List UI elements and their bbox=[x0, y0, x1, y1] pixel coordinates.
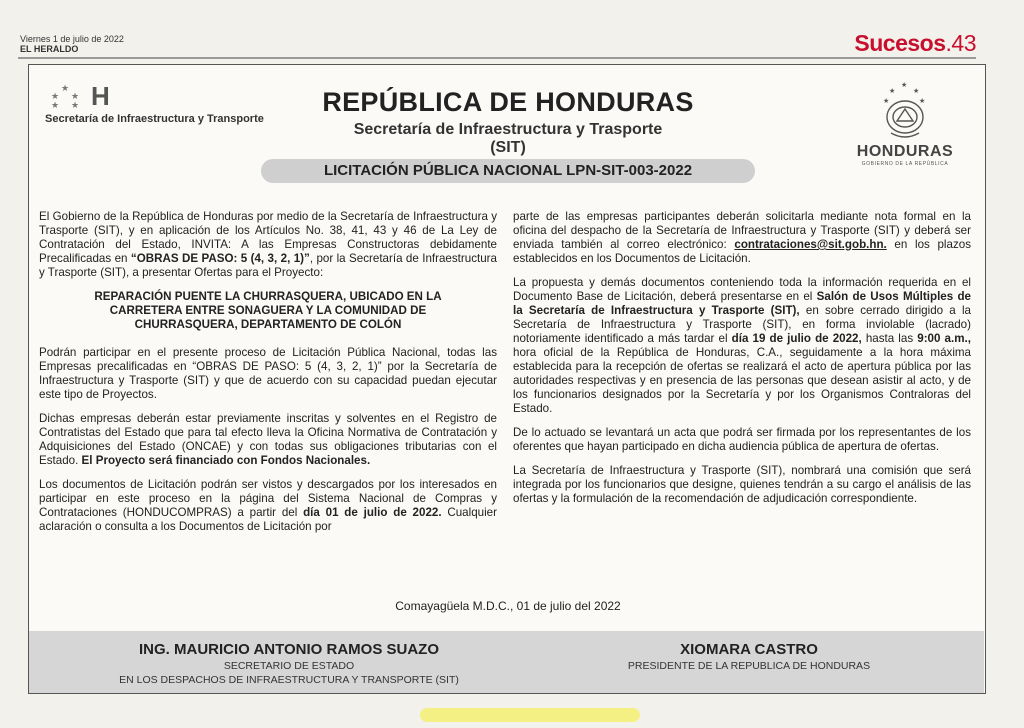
participation-paragraph: Podrán participar en el presente proceso de Licitación Pública Nacional, todas las Empresas precalificadas en “OBRAS DE PASO: 5 (4, 3, 2, 1)” por la Secretaría de Infraestructura y Trasporte (SIT) y que de acuerdo con su capacidad puedan ejecutar este tipo de Proyectos. bbox=[39, 346, 497, 401]
body-column-left bbox=[39, 210, 497, 544]
honduras-logo-sub: GOBIERNO DE LA REPÚBLICA bbox=[861, 161, 949, 167]
ad-subtitle bbox=[29, 121, 987, 157]
project-title: REPARACIÓN PUENTE LA CHURRASQUERA, UBICADO EN LA CARRETERA ENTRE SONAGUERA Y LA COMUNIDAD DE CHURRASQUERA, DEPARTAMENTO DE COLÓN bbox=[94, 290, 442, 331]
svg-text:★: ★ bbox=[889, 87, 896, 95]
svg-text:★: ★ bbox=[61, 84, 70, 94]
highlighter-mark bbox=[420, 708, 640, 722]
svg-text:★: ★ bbox=[913, 87, 920, 95]
honduras-logo-word: HONDURAS bbox=[856, 143, 954, 160]
masthead-date: Viernes 1 de julio de 2022 bbox=[20, 34, 124, 44]
submission-text-4: hora oficial de la República de Honduras, C.A., seguidamente a la hora máxima establecida para la recepción de ofertas se realizará el acto de apertura pública por las autoridades respectivas y en presencia de las personas que desean asistir al acto, y de los funcionarios designados por la Secretaría y por los Organismos Contraloras del Estado. bbox=[513, 346, 971, 415]
signatory-role: PRESIDENTE DE LA REPUBLICA DE HONDURAS bbox=[627, 660, 871, 672]
sit-logo-name: Secretaría de Infraestructura y Transporte bbox=[45, 113, 264, 125]
clarification-paragraph bbox=[513, 210, 971, 266]
submission-date: día 19 de julio de 2022, bbox=[731, 332, 862, 345]
contact-email-link[interactable]: contrataciones@sit.gob.hn. bbox=[734, 238, 887, 251]
signature-secretary bbox=[89, 641, 489, 687]
clarification-text: parte de las empresas participantes deberán solicitarla mediante nota formal en la oficina del despacho de la Secretaría de Infraestructura y Trasporte (SIT) y deberá ser enviada también al correo electrónico: bbox=[513, 210, 971, 251]
intro-text: El Gobierno de la República de Honduras por medio de la Secretaría de Infraestructura y Trasporte (SIT), y en aplicación de los Artículos No. 38, 41, 43 y 46 de La Ley de Contratación del Estado, INVITA: A las Empresas Constructoras debidamente Precalificadas en bbox=[39, 210, 497, 265]
commission-paragraph: La Secretaría de Infraestructura y Trasporte (SIT), nombrará una comisión que será integrada por los funcionarios que designe, quienes tendrán a su cargo el análisis de las ofertas y la formulación de la recomendación de adjudicación correspondiente. bbox=[513, 464, 971, 505]
masthead-paper-name: EL HERALDO bbox=[20, 44, 79, 54]
intro-text-end: , por la Secretaría de Infraestructura y Trasporte (SIT), a presentar Ofertas para el Proyecto: bbox=[39, 252, 497, 279]
ad-subtitle-line-2: (SIT) bbox=[490, 139, 526, 156]
place-date-line: Comayagüela M.D.C., 01 de julio del 2022 bbox=[395, 599, 621, 613]
signatory-role: SECRETARIO DE ESTADO bbox=[223, 660, 355, 672]
svg-text:★: ★ bbox=[919, 97, 926, 105]
documents-text: Los documentos de Licitación podrán ser vistos y descargados por los interesados en participar en este proceso en la página del Sistema Nacional de Compras y Contrataciones (HONDUCOMPRAS) a partir del bbox=[39, 478, 497, 519]
registration-paragraph bbox=[39, 412, 497, 468]
lpn-banner: LICITACIÓN PÚBLICA NACIONAL LPN-SIT-003-2022 bbox=[261, 159, 755, 183]
submission-text-3: hasta las bbox=[861, 332, 918, 345]
signatory-role-2: EN LOS DESPACHOS DE INFRAESTRUCTURA Y TRANSPORTE (SIT) bbox=[119, 674, 459, 686]
tender-advertisement bbox=[28, 64, 986, 694]
svg-text:★: ★ bbox=[51, 92, 60, 102]
svg-text:★: ★ bbox=[883, 97, 890, 105]
submission-venue: Salón de Usos Múltiples de la Secretaría de Infraestructura y Trasporte (SIT), bbox=[513, 290, 971, 317]
intro-category: “OBRAS DE PASO: 5 (4, 3, 2, 1)” bbox=[130, 252, 310, 265]
signature-president bbox=[589, 641, 909, 673]
submission-time: 9:00 a.m., bbox=[917, 332, 971, 345]
minutes-paragraph: De lo actuado se levantará un acta que podrá ser firmada por los representantes de los oferentes que hayan participado en dicha audiencia pública de apertura de ofertas. bbox=[513, 426, 971, 453]
section-name: Sucesos bbox=[854, 30, 946, 56]
registration-text: Dichas empresas deberán estar previamente inscritas y solventes en el Registro de Contratistas del Estado que para tal efecto lleva la Oficina Normativa de Contratación y Adquisiciones del Estado (ONCAE) y con todas sus obligaciones tributarias con el Estado. bbox=[39, 412, 497, 467]
ad-subtitle-line-1: Secretaría de Infraestructura y Trasporte bbox=[353, 121, 663, 138]
submission-text-2: en sobre cerrado dirigido a la Secretaría de Infraestructura y Trasporte (SIT), en forma inviolable (lacrado) notoriamente identificado a más tardar el bbox=[513, 304, 971, 345]
masthead-rule bbox=[18, 57, 976, 59]
masthead-info bbox=[20, 34, 124, 54]
documents-text-end: Cualquier aclaración o consulta a los Documentos de Licitación por bbox=[39, 506, 497, 533]
ad-title: REPÚBLICA DE HONDURAS bbox=[322, 87, 694, 117]
clarification-text-end: en los plazos establecidos en los Documentos de Licitación. bbox=[513, 238, 971, 265]
body-column-right bbox=[513, 210, 971, 516]
signatory-name: XIOMARA CASTRO bbox=[680, 641, 818, 658]
section-header bbox=[854, 30, 976, 57]
page-number: .43 bbox=[945, 30, 976, 56]
coat-of-arms-icon bbox=[875, 79, 935, 141]
documents-paragraph bbox=[39, 478, 497, 534]
submission-paragraph bbox=[513, 276, 971, 416]
financing-note: El Proyecto será financiado con Fondos Nacionales. bbox=[81, 454, 371, 467]
svg-text:★: ★ bbox=[51, 101, 60, 109]
signatory-name: ING. MAURICIO ANTONIO RAMOS SUAZO bbox=[139, 641, 439, 658]
svg-text:★: ★ bbox=[901, 81, 908, 89]
svg-text:★: ★ bbox=[71, 92, 80, 102]
svg-text:★: ★ bbox=[71, 101, 80, 109]
signature-band bbox=[29, 631, 984, 693]
honduras-government-logo bbox=[845, 79, 965, 167]
documents-date: día 01 de julio de 2022. bbox=[303, 506, 442, 519]
intro-paragraph bbox=[39, 210, 497, 280]
submission-text: La propuesta y demás documentos conteniendo toda la información requerida en el Documento Base de Licitación, deberá presentarse en el bbox=[513, 276, 971, 303]
sit-logo-h: H bbox=[91, 81, 110, 111]
